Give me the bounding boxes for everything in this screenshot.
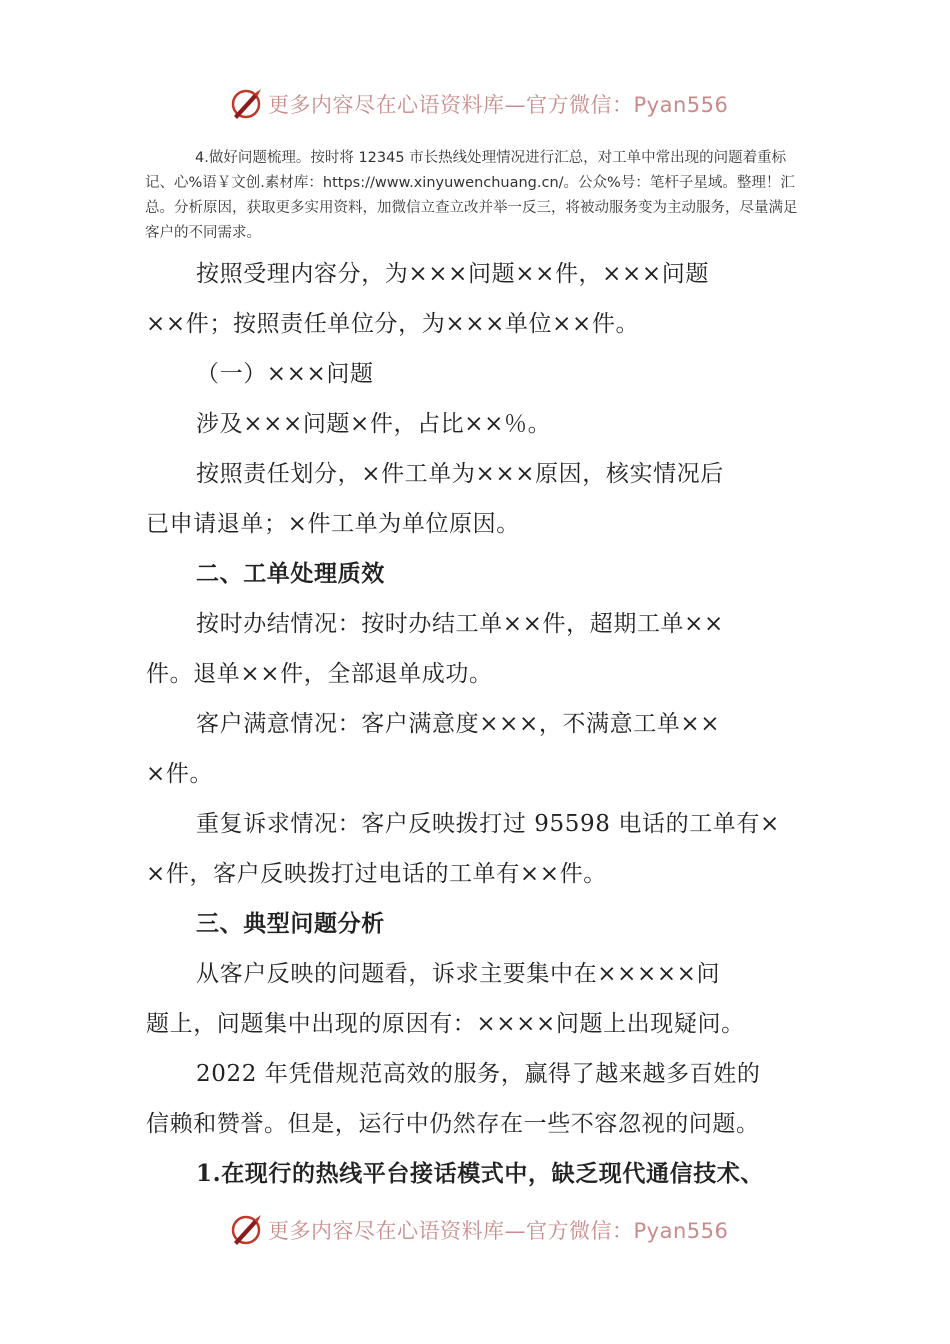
body-line: 客户满意情况：客户满意度×××，不满意工单×× — [196, 711, 721, 737]
subsection-heading: （一）×××问题 — [196, 361, 374, 387]
body-line: 涉及×××问题×件，占比××％。 — [196, 411, 552, 437]
watermark-text: 更多内容尽在心语资料库—官方微信：Pyan556 — [268, 93, 729, 117]
body-line: ×件，客户反映拨打过电话的工单有××件。 — [146, 861, 607, 887]
body-line: 信赖和赞誉。但是，运行中仍然存在一些不容忽视的问题。 — [146, 1111, 760, 1137]
watermark-text: 更多内容尽在心语资料库—官方微信：Pyan556 — [268, 1219, 729, 1243]
body-line: 按照责任划分，×件工单为×××原因，核实情况后 — [196, 461, 724, 487]
body-line: 题上，问题集中出现的原因有：××××问题上出现疑问。 — [146, 1011, 745, 1037]
body-line: 按时办结情况：按时办结工单××件，超期工单×× — [196, 611, 724, 637]
body-line: ×件。 — [146, 761, 214, 787]
body-line: 按照受理内容分，为×××问题××件，×××问题 — [196, 261, 709, 287]
body-line: 2022 年凭借规范高效的服务，赢得了越来越多百姓的 — [196, 1061, 761, 1087]
body-line: ××件；按照责任单位分，为×××单位××件。 — [146, 311, 640, 337]
body-line: 从客户反映的问题看，诉求主要集中在×××××问 — [196, 961, 721, 987]
watermark-banner-top — [228, 86, 748, 122]
body-line: 已申请退单；×件工单为单位原因。 — [146, 511, 520, 537]
numbered-point-heading: 1.在现行的热线平台接话模式中，缺乏现代通信技术、 — [196, 1160, 765, 1187]
inserted-note-paragraph: 4.做好问题梳理。按时将 12345 市长热线处理情况进行汇总，对工单中常出现的问题着重标记、心%语￥文创.素材库：https://www.xinyuwenchuang.cn/。公众%号：笔杆子星域。整理！汇总。分析原因，获取更多实用资料，加微信立查立改并举一反三，将被动服务变为主动服务，尽量满足客户的不同需求。 — [145, 150, 798, 241]
body-line: 件。退单××件，全部退单成功。 — [146, 661, 493, 687]
quill-pen-logo-icon — [228, 86, 264, 122]
section-heading: 二、工单处理质效 — [196, 561, 385, 587]
body-line: 重复诉求情况：客户反映拨打过 95598 电话的工单有× — [196, 811, 780, 837]
quill-pen-logo-icon — [228, 1212, 264, 1248]
watermark-banner-bottom — [228, 1212, 748, 1248]
section-heading: 三、典型问题分析 — [196, 911, 385, 937]
